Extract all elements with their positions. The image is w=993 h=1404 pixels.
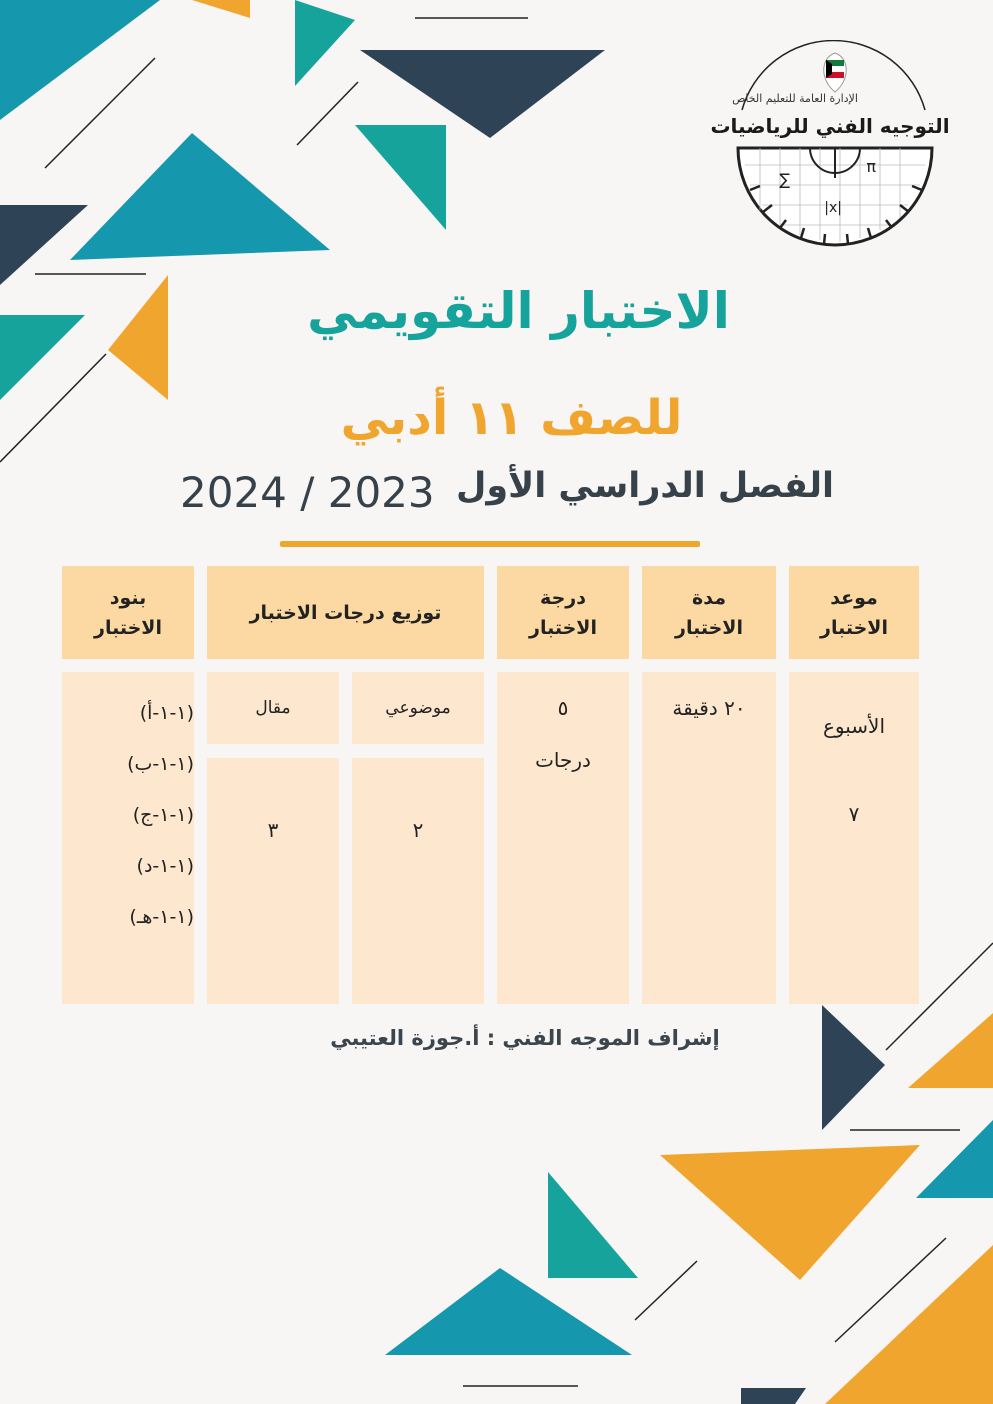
test-item: (١-١-هـ) xyxy=(129,906,194,928)
header-test-grade: درجة الاختبار xyxy=(497,566,629,659)
svg-text:π: π xyxy=(866,157,876,176)
test-item: (١-١-ج) xyxy=(132,804,194,826)
objective-value-cell: ٢ xyxy=(352,758,484,1004)
test-item: (١-١-أ) xyxy=(139,702,194,724)
objective-label-cell: موضوعي xyxy=(352,672,484,744)
semester-line xyxy=(180,466,840,518)
supervisor-credit: إشراف الموجه الفني : أ.جوزة العتيبي xyxy=(330,1026,720,1050)
logo-organization: الإدارة العامة للتعليم الخاص xyxy=(732,92,858,105)
svg-text:∑: ∑ xyxy=(779,170,790,189)
test-items-cell xyxy=(62,672,194,1004)
bottom-right-triangles xyxy=(385,943,993,1404)
grade-title: للصف ١١ أدبي xyxy=(340,390,683,446)
header-test-date: موعد الاختبار xyxy=(789,566,919,659)
test-date-cell: الأسبوع ٧ xyxy=(789,672,919,1004)
essay-value-cell: ٣ xyxy=(207,758,339,1004)
test-item: (١-١-د) xyxy=(136,855,194,877)
header-test-duration: مدة الاختبار xyxy=(642,566,776,659)
header-grade-distribution: توزيع درجات الاختبار xyxy=(207,566,484,659)
essay-label-cell: مقال xyxy=(207,672,339,744)
semester-label: الفصل الدراسي الأول xyxy=(456,466,834,506)
academic-year: 2024 / 2023 xyxy=(180,468,435,517)
logo-emblem xyxy=(700,40,960,250)
test-item: (١-١-ب) xyxy=(127,753,194,775)
logo xyxy=(700,40,960,250)
test-grade-cell: ٥ درجات xyxy=(497,672,629,1004)
title-underline xyxy=(280,541,700,547)
header-test-items: بنود الاختبار xyxy=(62,566,194,659)
logo-title: التوجيه الفني للرياضيات xyxy=(710,114,950,138)
test-duration-cell: ٢٠ دقيقة xyxy=(642,672,776,1004)
main-title: الاختبار التقويمي xyxy=(307,282,730,340)
svg-text:|x|: |x| xyxy=(824,200,842,216)
kuwait-flag-pin-icon xyxy=(824,53,847,92)
